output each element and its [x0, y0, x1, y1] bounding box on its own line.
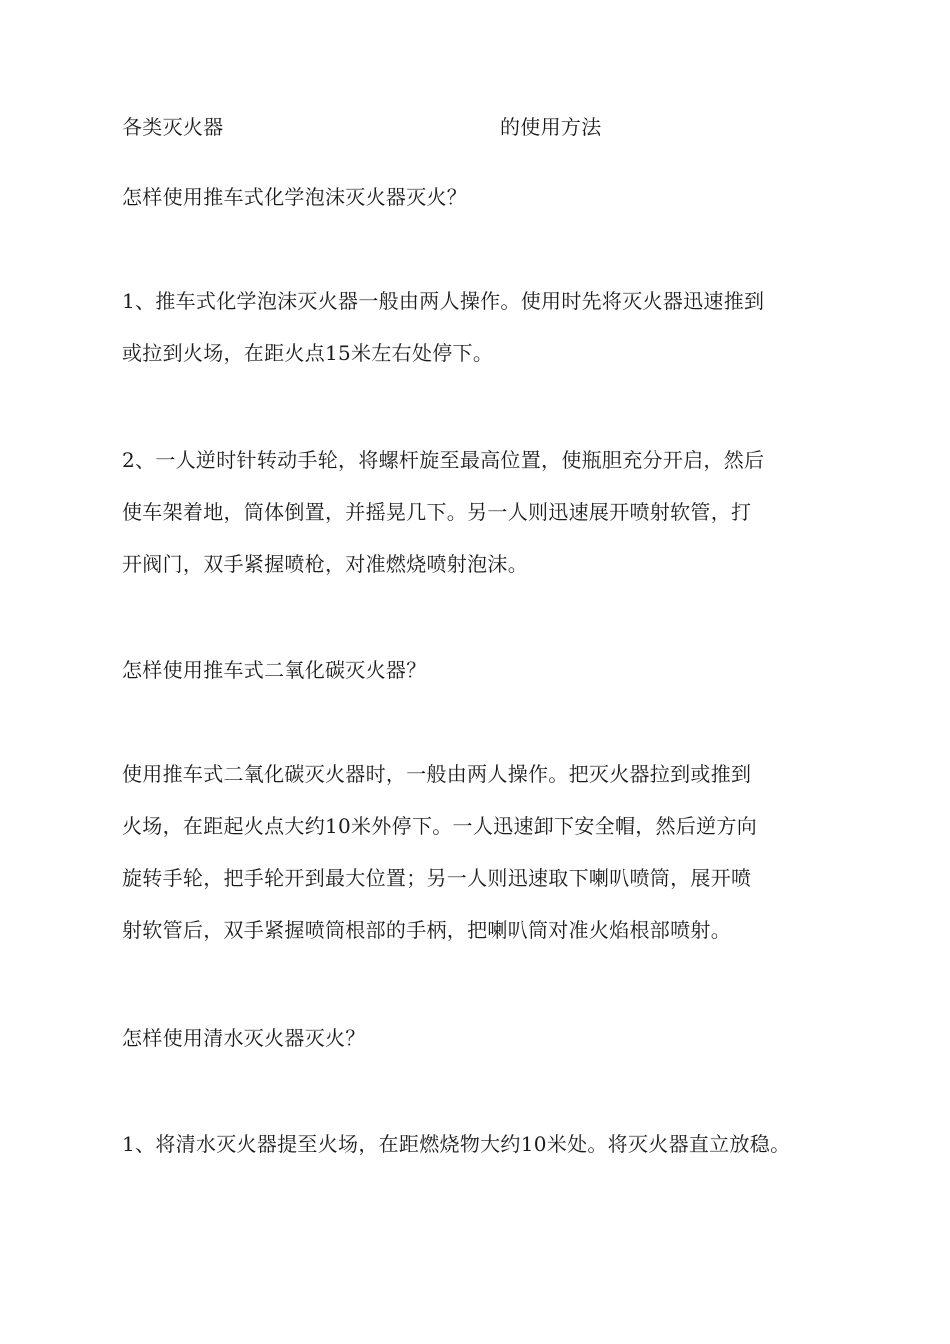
paragraph-line: 使用推车式二氧化碳灭火器时，一般由两人操作。把灭火器拉到或推到: [122, 762, 752, 786]
paragraph-line: 旋转手轮，把手轮开到最大位置；另一人则迅速取下喇叭喷筒，展开喷: [122, 866, 752, 890]
section-heading: 怎样使用推车式化学泡沫灭火器灭火？: [122, 185, 468, 209]
paragraph-line: 2、一人逆时针转动手轮，将螺杆旋至最高位置，使瓶胆充分开启，然后: [122, 448, 765, 472]
paragraph-line: 射软管后，双手紧握喷筒根部的手柄，把喇叭筒对准火焰根部喷射。: [122, 918, 731, 942]
section-heading: 怎样使用清水灭火器灭火？: [122, 1026, 366, 1050]
paragraph-line: 使车架着地，筒体倒置，并摇晃几下。另一人则迅速展开喷射软管，打: [122, 500, 752, 524]
paragraph-line: 1、将清水灭火器提至火场，在距燃烧物大约10米处。将灭火器直立放稳。: [122, 1132, 791, 1156]
paragraph-line: 1、推车式化学泡沫灭火器一般由两人操作。使用时先将灭火器迅速推到: [122, 289, 765, 313]
section-heading: 怎样使用推车式二氧化碳灭火器？: [122, 658, 427, 682]
paragraph-line: 火场，在距起火点大约10米外停下。一人迅速卸下安全帽，然后逆方向: [122, 814, 758, 838]
paragraph-line: 开阀门，双手紧握喷枪，对准燃烧喷射泡沫。: [122, 552, 528, 576]
page-title-right: 的使用方法: [500, 115, 602, 139]
paragraph-line: 或拉到火场，在距火点15米左右处停下。: [122, 341, 494, 365]
page-title-left: 各类灭火器: [122, 115, 224, 139]
